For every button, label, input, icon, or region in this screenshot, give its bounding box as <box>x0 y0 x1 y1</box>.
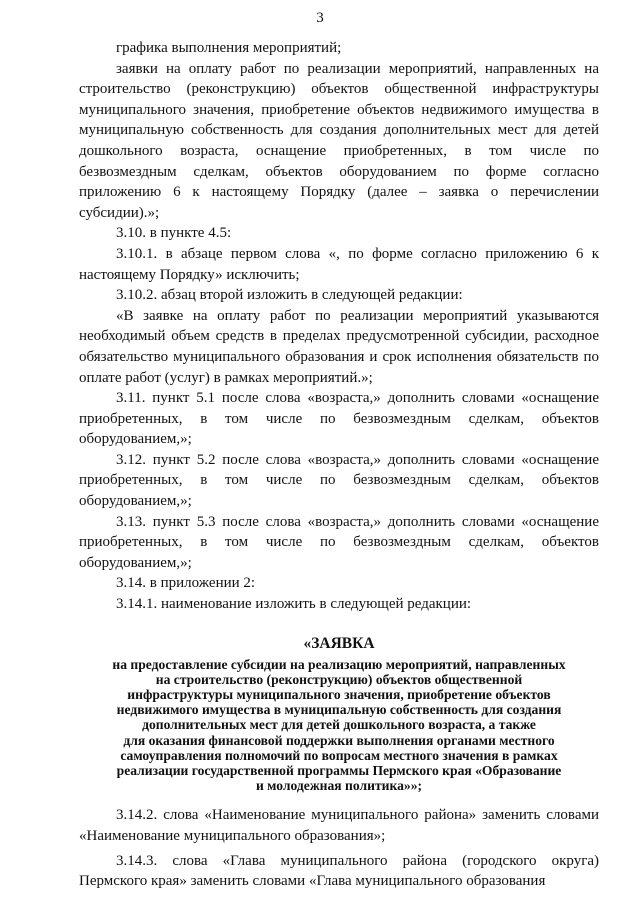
page-number: 3 <box>316 10 324 26</box>
paragraph: 3.14.1. наименование изложить в следующей редакции: <box>116 596 472 613</box>
form-subtitle <box>79 657 599 794</box>
subtitle-line: для оказания финансовой поддержки выполнения органами местного <box>123 732 555 748</box>
paragraph: 3.10. в пункте 4.5: <box>116 225 232 242</box>
paragraph: заявки на оплату работ по реализации мероприятий, направленных на строительство (реконструкцию) объектов общественной инфраструктуры муниципального значения, приобретение объектов недвижимого имущества в муниципальную собственность для создания дополнительных мест для детей дошкольного возраста, оснащение приобретенных, в том числе по безвозмездным сделкам, объектов оборудованием по форме согласно приложению 6 к настоящему Порядку (далее – заявка о перечислении субсидии).»; <box>79 60 599 221</box>
subtitle-line: на строительство (реконструкцию) объектов общественной <box>155 671 523 687</box>
subtitle-line: дополнительных мест для детей дошкольного возраста, а также <box>142 717 536 733</box>
paragraph: 3.12. пункт 5.2 после слова «возраста,» дополнить словами «оснащение приобретенных, в том числе по безвозмездным сделкам, объектов оборудованием,»; <box>79 451 599 510</box>
paragraph: 3.14.3. слова «Глава муниципального района (городского округа) Пермского края» заменить словами «Глава муниципального образования <box>79 852 599 890</box>
subtitle-line: инфраструктуры муниципального значения, приобретение объектов <box>127 687 551 703</box>
subtitle-line: реализации государственной программы Пермского края «Образование <box>116 763 562 779</box>
paragraph: 3.14.2. слова «Наименование муниципального района» заменить словами «Наименование муниципального образования»; <box>79 807 599 845</box>
paragraph: «В заявке на оплату работ по реализации мероприятий указываются необходимый объем средств в пределах предусмотренной субсидии, расходное обязательство муниципального образования и срок исполнения обязательств по оплате работ (услуг) в рамках мероприятий.»; <box>79 307 599 386</box>
paragraph: 3.13. пункт 5.3 после слова «возраста,» дополнить словами «оснащение приобретенных, в том числе по безвозмездным сделкам, объектов оборудованием,»; <box>79 513 599 571</box>
paragraph: 3.14. в приложении 2: <box>116 575 256 592</box>
document-body <box>79 38 599 892</box>
subtitle-line: недвижимого имущества в муниципальную собственность для создания <box>116 702 562 718</box>
paragraph: графика выполнения мероприятий; <box>116 40 342 56</box>
paragraph: 3.11. пункт 5.1 после слова «возраста,» дополнить словами «оснащение приобретенных, в том числе по безвозмездным сделкам, объектов оборудованием,»; <box>79 390 599 448</box>
subtitle-line: самоуправления полномочий по вопросам местного значения в рамках <box>120 747 558 763</box>
subtitle-line: на предоставление субсидии на реализацию мероприятий, направленных <box>112 656 566 672</box>
paragraph: 3.10.2. абзац второй изложить в следующей редакции: <box>116 287 463 304</box>
subtitle-line: и молодежная политика»»; <box>255 778 423 794</box>
form-title: «ЗАЯВКА <box>303 634 375 652</box>
paragraph: 3.10.1. в абзаце первом слова «, по форме согласно приложению 6 к настоящему Порядку» исключить; <box>79 245 599 283</box>
